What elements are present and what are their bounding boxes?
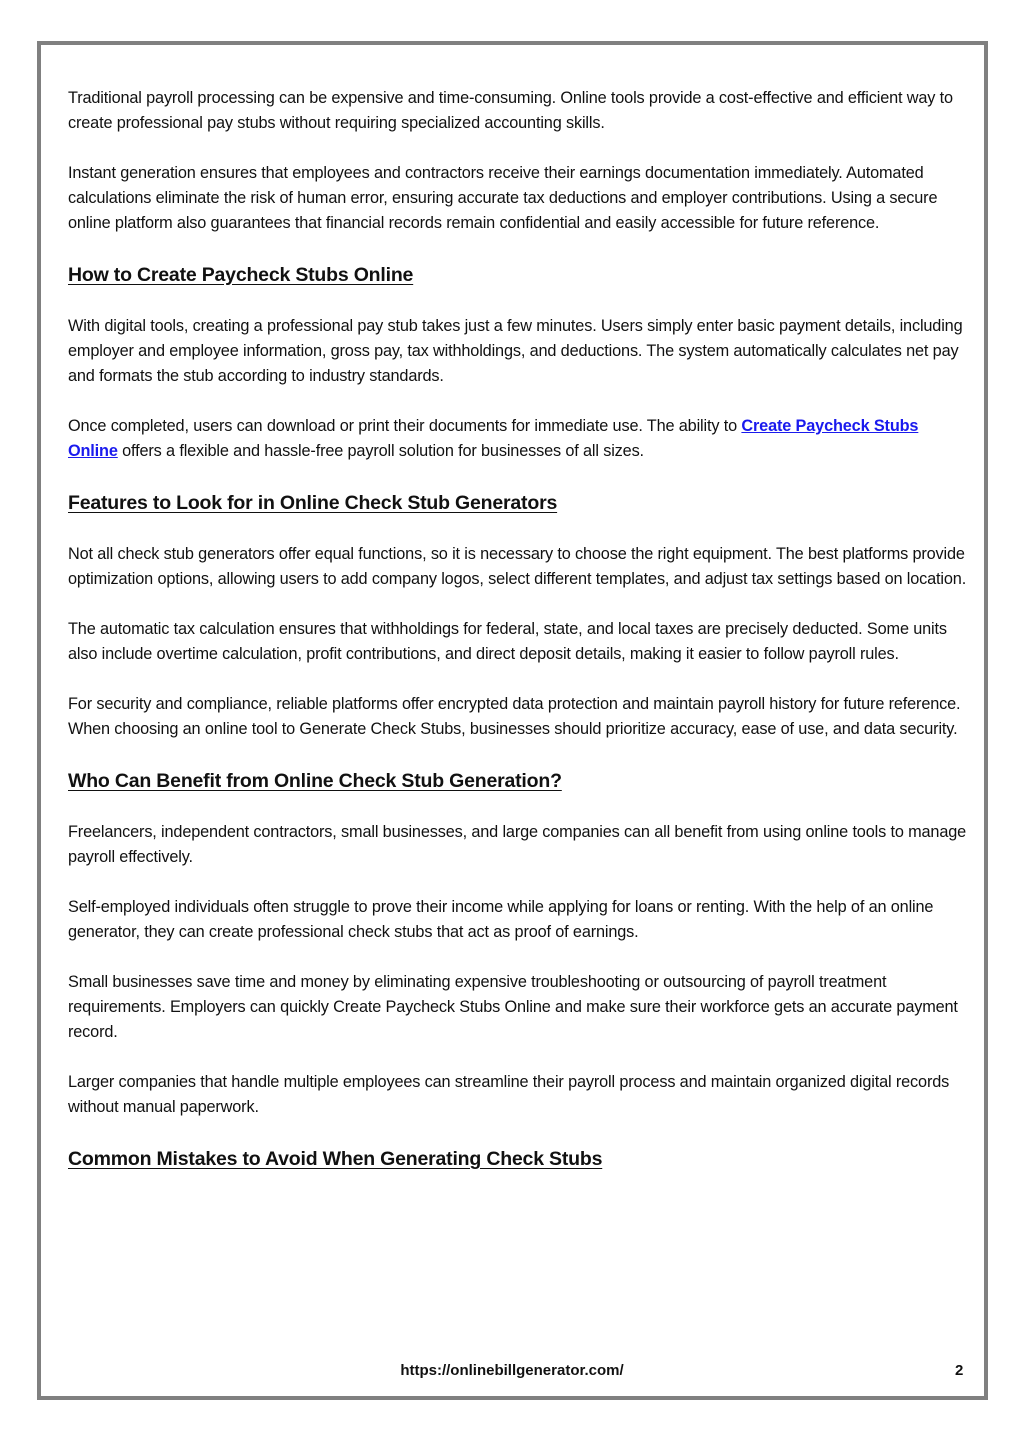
create-paycheck-stubs-link[interactable]: Create Paycheck Stubs Online (68, 417, 919, 460)
section3-paragraph-4: Larger companies that handle multiple employees can streamline their payroll process and maintain organized digital records without manual paperwork. (68, 1073, 950, 1116)
section1-paragraph-2-after: offers a flexible and hassle-free payroll solution for businesses of all sizes. (117, 442, 644, 460)
section3-paragraph-2: Self-employed individuals often struggle to prove their income while applying for loans or renting. With the help of an online generator, they can create professional check stubs that act as proof of earnings. (68, 898, 934, 941)
section3-paragraph-1: Freelancers, independent contractors, small businesses, and large companies can all benefit from using online tools to manage payroll effectively. (68, 823, 967, 866)
section3-paragraph-3: Small businesses save time and money by eliminating expensive troubleshooting or outsourcing of payroll treatment requirements. Employers can quickly Create Paycheck Stubs Online and make sure their workforce gets an accurate payment record. (68, 973, 958, 1041)
section2-paragraph-1: Not all check stub generators offer equal functions, so it is necessary to choose the right equipment. The best platforms provide optimization options, allowing users to add company logos, select different templates, and adjust tax settings based on location. (68, 545, 967, 588)
page-number: 2 (955, 1362, 964, 1379)
footer-url: https://onlinebillgenerator.com/ (400, 1362, 624, 1379)
document-body (68, 86, 968, 1172)
section-heading-features: Features to Look for in Online Check Stub Generators (68, 492, 558, 514)
section2-paragraph-3: For security and compliance, reliable platforms offer encrypted data protection and maintain payroll history for future reference. When choosing an online tool to Generate Check Stubs, businesses should prioritize accuracy, ease of use, and data security. (68, 695, 961, 738)
section1-paragraph-2-before: Once completed, users can download or print their documents for immediate use. The ability to (68, 417, 742, 435)
section-heading-common-mistakes: Common Mistakes to Avoid When Generating Check Stubs (68, 1148, 603, 1170)
section1-paragraph-2 (68, 414, 968, 464)
section-heading-who-benefits: Who Can Benefit from Online Check Stub Generation? (68, 770, 562, 792)
section1-paragraph-1: With digital tools, creating a professional pay stub takes just a few minutes. Users simply enter basic payment details, including employer and employee information, gross pay, tax withholdings, and deductions. The system automatically calculates net pay and formats the stub according to industry standards. (68, 317, 963, 385)
section2-paragraph-2: The automatic tax calculation ensures that withholdings for federal, state, and local taxes are precisely deducted. Some units also include overtime calculation, profit contributions, and direct deposit details, making it easier to follow payroll rules. (68, 620, 947, 663)
section-heading-create-stubs: How to Create Paycheck Stubs Online (68, 264, 414, 286)
intro-paragraph-2: Instant generation ensures that employees and contractors receive their earnings documentation immediately. Automated calculations eliminate the risk of human error, ensuring accurate tax deductions and employer contributions. Using a secure online platform also guarantees that financial records remain confidential and easily accessible for future reference. (68, 164, 938, 232)
intro-paragraph-1: Traditional payroll processing can be expensive and time-consuming. Online tools provide a cost-effective and efficient way to create professional pay stubs without requiring specialized accounting skills. (68, 89, 953, 132)
